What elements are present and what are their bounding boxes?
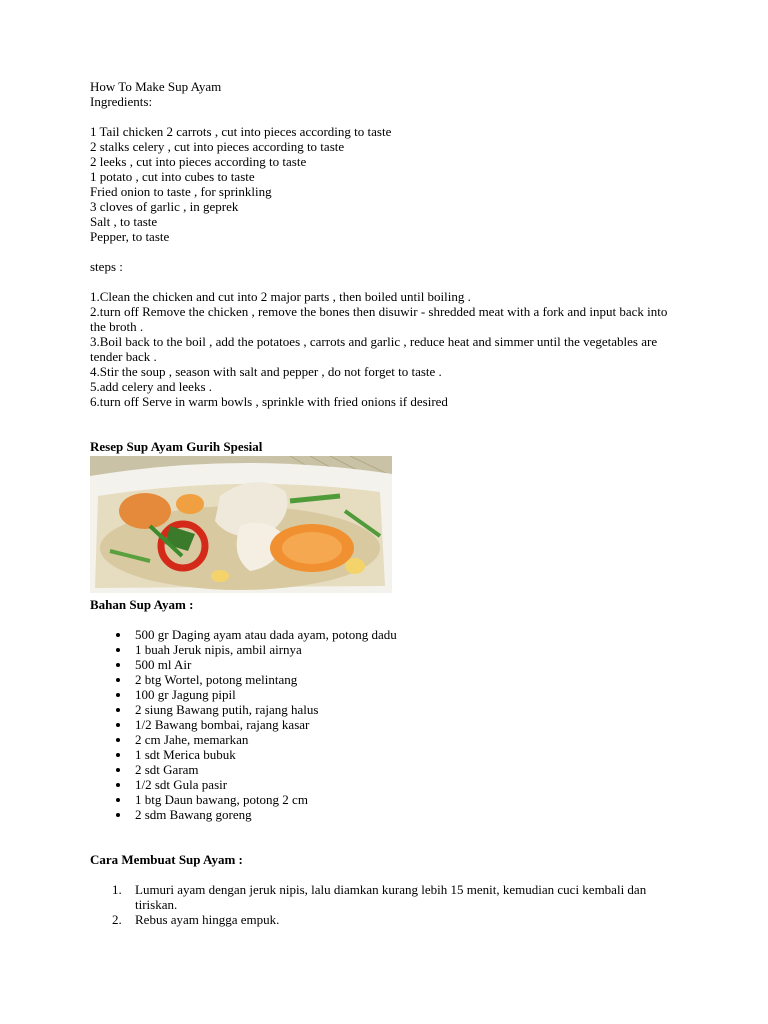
- ingredient-line: Fried onion to taste , for sprinkling: [90, 184, 272, 199]
- steps-list: [90, 289, 680, 409]
- cara-list: [90, 882, 680, 927]
- list-item: 1. Lumuri ayam dengan jeruk nipis, lalu diamkan kurang lebih 15 menit, kemudian cuci kembali dan tiriskan.: [112, 882, 647, 912]
- bullet-icon: [116, 678, 120, 682]
- step-number: 2.: [112, 912, 122, 927]
- resep-title: Resep Sup Ayam Gurih Spesial: [90, 439, 263, 454]
- step-line: 5.add celery and leeks .: [90, 379, 213, 394]
- ingredient-line: 1 potato , cut into cubes to taste: [90, 169, 255, 184]
- list-item: 1 sdt Merica bubuk: [90, 747, 680, 762]
- list-item: 100 gr Jagung pipil: [90, 687, 680, 702]
- ingredient-line: 3 cloves of garlic , in geprek: [90, 199, 239, 214]
- ingredients-list: [90, 124, 680, 244]
- list-item: 500 gr Daging ayam atau dada ayam, potong dadu: [90, 627, 680, 642]
- cara-heading: Cara Membuat Sup Ayam :: [90, 852, 243, 867]
- bullet-icon: [116, 813, 120, 817]
- bullet-icon: [116, 783, 120, 787]
- bullet-icon: [116, 633, 120, 637]
- list-item: 1 buah Jeruk nipis, ambil airnya: [90, 642, 680, 657]
- list-item: 2 cm Jahe, memarkan: [90, 732, 680, 747]
- bullet-icon: [116, 708, 120, 712]
- list-item: 2 sdm Bawang goreng: [90, 807, 680, 822]
- list-item: 2 siung Bawang putih, rajang halus: [90, 702, 680, 717]
- bullet-icon: [116, 648, 120, 652]
- document-page: [90, 79, 680, 927]
- bullet-icon: [116, 663, 120, 667]
- list-item: 2. Rebus ayam hingga empuk.: [112, 912, 280, 927]
- bahan-list: [90, 627, 680, 822]
- bullet-icon: [116, 723, 120, 727]
- list-item: 1/2 Bawang bombai, rajang kasar: [90, 717, 680, 732]
- bullet-icon: [116, 768, 120, 772]
- steps-heading: steps :: [90, 259, 123, 274]
- ingredient-line: 2 stalks celery , cut into pieces according to taste: [90, 139, 345, 154]
- list-item: 1/2 sdt Gula pasir: [90, 777, 680, 792]
- step-number: 1.: [112, 882, 122, 897]
- step-line: 3.Boil back to the boil , add the potatoes , carrots and garlic , reduce heat and simmer until the vegetables are tender back .: [90, 334, 658, 364]
- step-line: 2.turn off Remove the chicken , remove the bones then disuwir - shredded meat with a fork and input back into the broth .: [90, 304, 668, 334]
- step-line: 1.Clean the chicken and cut into 2 major parts , then boiled until boiling .: [90, 289, 471, 304]
- ingredients-heading: Ingredients:: [90, 94, 153, 109]
- list-item: 1 btg Daun bawang, potong 2 cm: [90, 792, 680, 807]
- bullet-icon: [116, 693, 120, 697]
- ingredient-line: 1 Tail chicken 2 carrots , cut into pieces according to taste: [90, 124, 392, 139]
- list-item: 2 btg Wortel, potong melintang: [90, 672, 680, 687]
- bullet-icon: [116, 738, 120, 742]
- bullet-icon: [116, 798, 120, 802]
- ingredient-line: Salt , to taste: [90, 214, 158, 229]
- bullet-icon: [116, 753, 120, 757]
- ingredient-line: 2 leeks , cut into pieces according to taste: [90, 154, 307, 169]
- step-line: 4.Stir the soup , season with salt and pepper , do not forget to taste .: [90, 364, 442, 379]
- ingredient-line: Pepper, to taste: [90, 229, 170, 244]
- list-item: 2 sdt Garam: [90, 762, 680, 777]
- bahan-heading: Bahan Sup Ayam :: [90, 597, 194, 612]
- chicken-soup-photo: [90, 456, 392, 593]
- list-item: 500 ml Air: [90, 657, 680, 672]
- step-line: 6.turn off Serve in warm bowls , sprinkle with fried onions if desired: [90, 394, 448, 409]
- recipe-title: How To Make Sup Ayam: [90, 79, 222, 94]
